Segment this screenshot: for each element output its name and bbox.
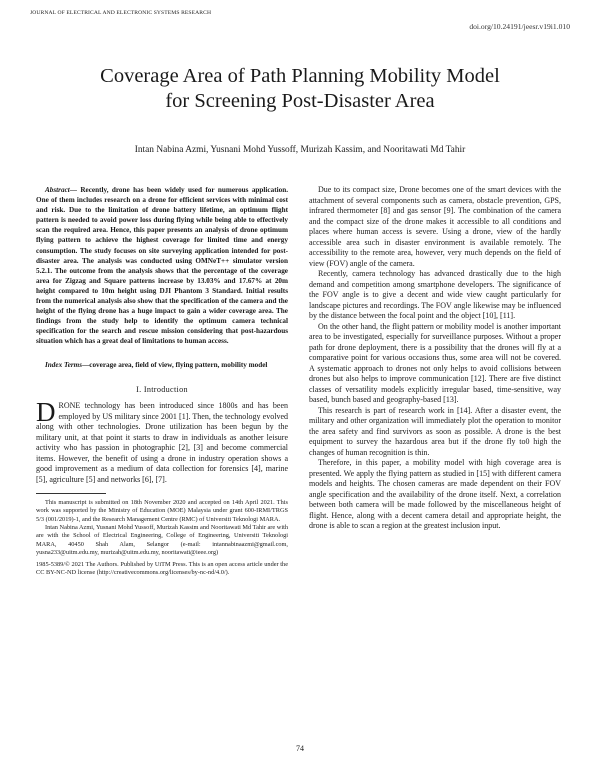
body-paragraph-5: Therefore, in this paper, a mobility model with high coverage area is presented. We apply the flying pattern as studied in [15] with different camera models and heights. The chosen cameras are made dependent on their FOV angle specification and the availability of the drone itself. Next, a correlation between both camera will be made followed by the miscellaneous height of flight. Hence, along with a decent camera detail and appropriate height, the drone is able to scan a region at the greatest inclusion input. — [309, 458, 561, 530]
body-paragraph-2: Recently, camera technology has advanced drastically due to the high demand and competition among smartphone developers. The significance of the FOV angle is to give a decent and wide view caught particularly for landscape pictures and recordings. The FOV angle likewise may be influenced by the distance between the focal point and the object [10], [11]. — [309, 269, 561, 320]
abstract-text: — Recently, drone has been widely used for numerous application. One of them includes research on a drone for efficient services with minimal cost and risk. Due to the limitation of drone battery lifetime, an optimum flight pattern is needed to avoid power loss during flying while being able to effectively scan the required area. Hence, this paper presents an analysis of drone optimum flying pattern to achieve the highest coverage for limited time and energy consumption. The study focuses on site surveying application intended for post-disaster area. The analysis was conducted using OMNeT++ simulator version 5.2.1. The outcome from the analysis shows that the percentage of the coverage area for Zigzag and Square patterns increase by 13.03% and 17.67% at 20m height compared to 10m height using DJI Phantom 3 Standard. Initial results from the numerical analysis also show that the specification of the camera and the height of the flying drone has a huge impact to gain a wider coverage area. The findings from the study help to identify the optimum camera technical specification for the search and rescue mission considering that post-hazardous situation which has a great deal of limitations to human access. — [36, 186, 288, 346]
doi-link[interactable]: doi.org/10.24191/jeesr.v19i1.010 — [469, 22, 570, 31]
title-line-2: for Screening Post-Disaster Area — [165, 90, 435, 112]
license-notice: 1985-5389/© 2021 The Authors. Published by UiTM Press. This is an open access article under the CC BY-NC-ND license (http://creativecommons.org/licenses/by-nc-nd/4.0/). — [36, 561, 288, 577]
footnote-manuscript: This manuscript is submitted on 18th November 2020 and accepted on 14th April 2021. This work was supported by the Ministry of Education (MOE) Malaysia under grant 600-IRMI/TRGS 5/3 (001/2019)-1, and the Research Management Centre (RMC) of Universiti Teknologi MARA. — [36, 499, 288, 523]
index-terms-label: Index Terms — [45, 360, 83, 369]
footnote-affiliation: Intan Nabina Azmi, Yusnani Mohd Yussoff, Murizah Kassim and Nooritawati Md Tahir are with are with the School of Electrical Engineering, College of Engineering, Universiti Teknologi MARA, 40450 Shah Alam, Selangor (e-mail: intannabinaazmi@gmail.com, yusna233@uitm.edu.my, murizah@uitm.edu.my, nooritawati@ieee.org) — [36, 523, 288, 556]
index-terms — [36, 360, 288, 370]
intro-paragraph — [36, 397, 288, 485]
right-column — [309, 185, 561, 532]
footnote-rule — [36, 493, 106, 494]
body-paragraph-3: On the other hand, the flight pattern or mobility model is another important area to be investigated, especially for surveillance purposes. Without a proper path for drone deployment, there is a possibility that the drones will fly at a comparative point for various occasions thus, some area will not be covered. A systematic approach to drones not only helps to avoid collisions between drones but also helps to improve communication [12]. There are five distinct classes of versatility models explicitly irregular based, time-sensitive, way based, bunch based and geography-based [13]. — [309, 321, 561, 404]
section-heading-introduction: I. Introduction — [136, 384, 188, 394]
abstract-label: Abstract — [45, 186, 70, 194]
journal-name: JOURNAL OF ELECTRICAL AND ELECTRONIC SYSTEMS RESEARCH — [30, 10, 212, 16]
page-number: 74 — [296, 744, 304, 753]
title-line-1: Coverage Area of Path Planning Mobility Model — [100, 65, 500, 87]
paper-title — [40, 64, 560, 114]
body-paragraph-1: Due to its compact size, Drone becomes one of the smart devices with the attachment of several components such as camera, obstacle prevention, GPS, infrared thermometer [8] and gas sensor [9]. The combination of the camera and the compact size of the drone makes it accessible to all conditions and places where human access is severe. Using a drone, view of the hardly accessible area such in disaster environment is available remotely. The accessibility to the remote area, however, very much depends on the field of view (FOV) angle of the camera. — [309, 185, 561, 268]
index-terms-text: —coverage area, field of view, flying pattern, mobility model — [82, 360, 268, 369]
left-column — [36, 185, 288, 578]
abstract — [36, 185, 288, 347]
intro-paragraph-text: RONE technology has been introduced since 1800s and has been employed by US military since 2001 [1]. Then, the technology evolved along with other technologies. Drone utilization has been begun by the military unit, at that point it starts to draw in individuals as another leisure activity who has passion in photographic [2], [3] and become commercial items. However, the benefit of using a drone in industry operation shows a good improvement as a medium of data collection for forensics [4], marine [5], agriculture [5] and networks [6], [7]. — [36, 401, 288, 484]
body-paragraph-4: This research is part of research work in [14]. After a disaster event, the military and other organization will immediately plot the operation to monitor the area safety and find survivors as soon as possible. A drone is the best equipment to survey the hazardous area but if the drone fly to0 high the changes of human recognition is thin. — [309, 405, 561, 457]
author-list: Intan Nabina Azmi, Yusnani Mohd Yussoff, Murizah Kassim, and Nooritawati Md Tahir — [134, 145, 466, 155]
drop-cap: D — [36, 397, 56, 428]
